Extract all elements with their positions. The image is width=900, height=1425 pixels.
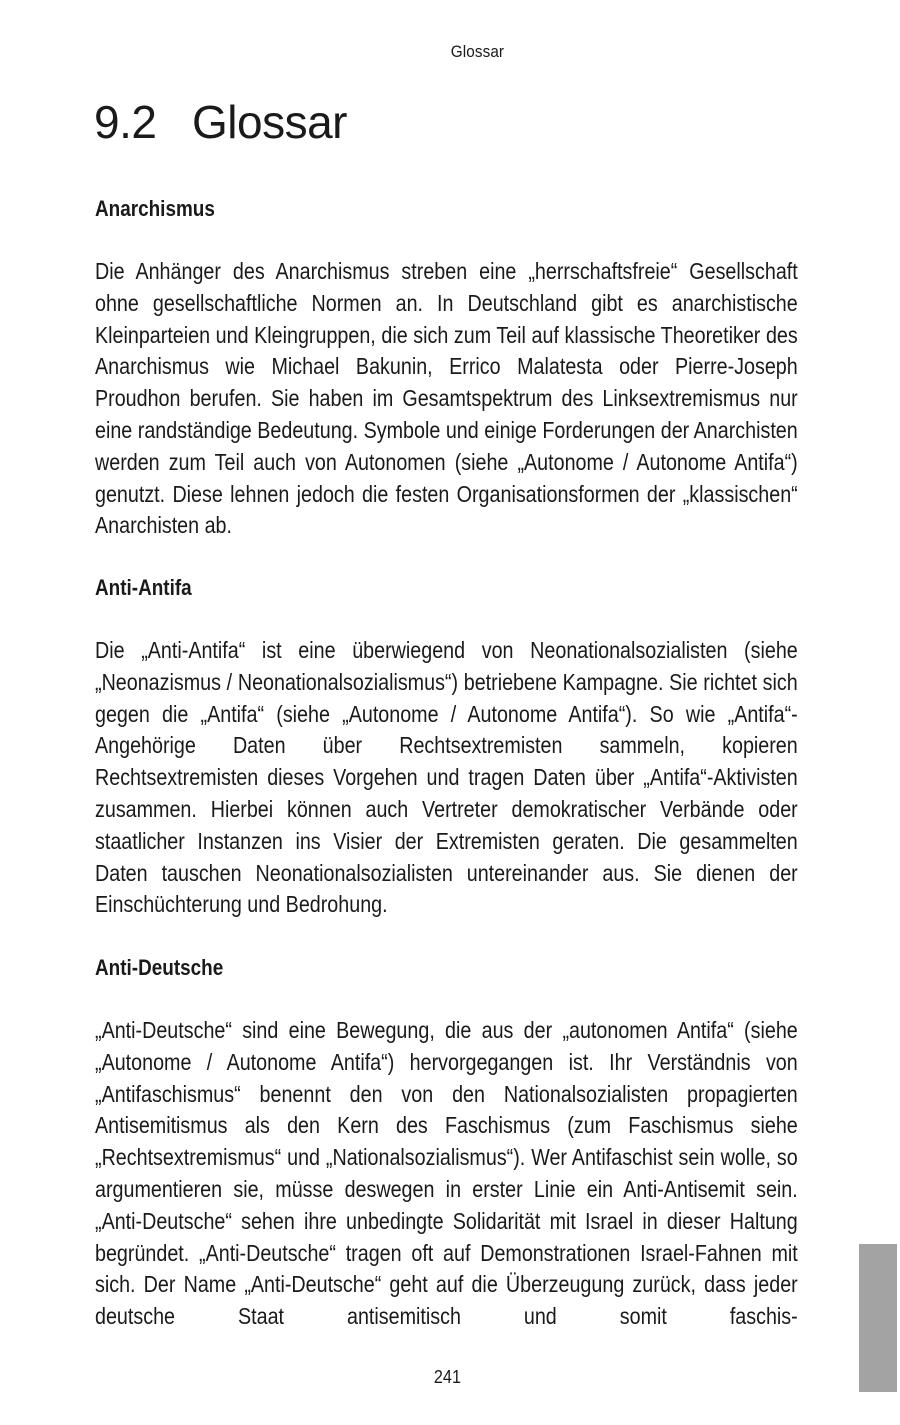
chapter-title-text: Glossar bbox=[192, 96, 347, 148]
chapter-number: 9.2 bbox=[94, 96, 157, 148]
entry-text-anti-antifa: Die „Anti-Antifa“ ist eine überwiegend von Neonationalsozialisten (siehe „Neonazismus / Neonationalsozialismus“) betriebene Kampagne. Sie richtet sich gegen die „Antifa“ (siehe „Autonome / Autonome Antifa“). So wie „Antifa“-Angehörige Daten über Rechtsextremisten sammeln, kopieren Rechtsextremisten dieses Vorgehen und tragen Daten über „Antifa“-Aktivisten zusammen. Hierbei können auch Vertreter demokratischer Verbände oder staatlicher Instanzen ins Visier der Extremisten geraten. Die gesammelten Daten tauschen Neonationalsozialisten untereinander aus. Sie dienen der Einschüchterung und Bedrohung. bbox=[95, 637, 798, 918]
entry-term-anarchismus: Anarchismus bbox=[95, 196, 215, 221]
chapter-title bbox=[94, 96, 347, 148]
entry-text-anti-deutsche: „Anti-Deutsche“ sind eine Bewegung, die aus der „autonomen Antifa“ (siehe „Autonome / Autonome Antifa“) hervorgegangen ist. Ihr Verständnis von „Antifaschismus“ benennt den von den Nationalsozialisten propagierten Antisemitismus als den Kern des Faschismus (zum Faschismus siehe „Rechtsextremismus“ und „Nationalsozialismus“). Wer Antifaschist sein wolle, so argumentieren sie, müsse deswegen in erster Linie ein Anti-Antisemit sein. „Anti-Deutsche“ sehen ihre unbedingte Solidarität mit Israel in dieser Haltung begründet. „Anti-Deutsche“ tragen oft auf Demonstrationen Israel-Fahnen mit sich. Der Name „Anti-Deutsche“ geht auf die Überzeugung zurück, dass jeder deutsche Staat antisemitisch und somit faschis- bbox=[95, 1017, 798, 1330]
page-number: 241 bbox=[433, 1367, 461, 1387]
running-head: Glossar bbox=[450, 42, 505, 61]
entry-term-anti-antifa: Anti-Antifa bbox=[95, 575, 192, 600]
chapter-thumb-tab bbox=[859, 1244, 897, 1392]
entry-text-anarchismus: Die Anhänger des Anarchismus streben eine „herrschaftsfreie“ Gesellschaft ohne gesellschaftliche Normen an. In Deutschland gibt es anarchistische Kleinparteien und Kleingruppen, die sich zum Teil auf klassische Theoretiker des Anarchismus wie Michael Bakunin, Errico Malatesta oder Pierre-Joseph Proudhon berufen. Sie haben im Gesamtspektrum des Linksextremismus nur eine randständige Bedeutung. Symbole und einige Forderungen der Anarchisten werden zum Teil auch von Autonomen (siehe „Autonome / Autonome Antifa“) genutzt. Diese lehnen jedoch die festen Organisationsformen der „klassischen“ Anarchisten ab. bbox=[95, 258, 798, 539]
entry-term-anti-deutsche: Anti-Deutsche bbox=[95, 955, 224, 980]
